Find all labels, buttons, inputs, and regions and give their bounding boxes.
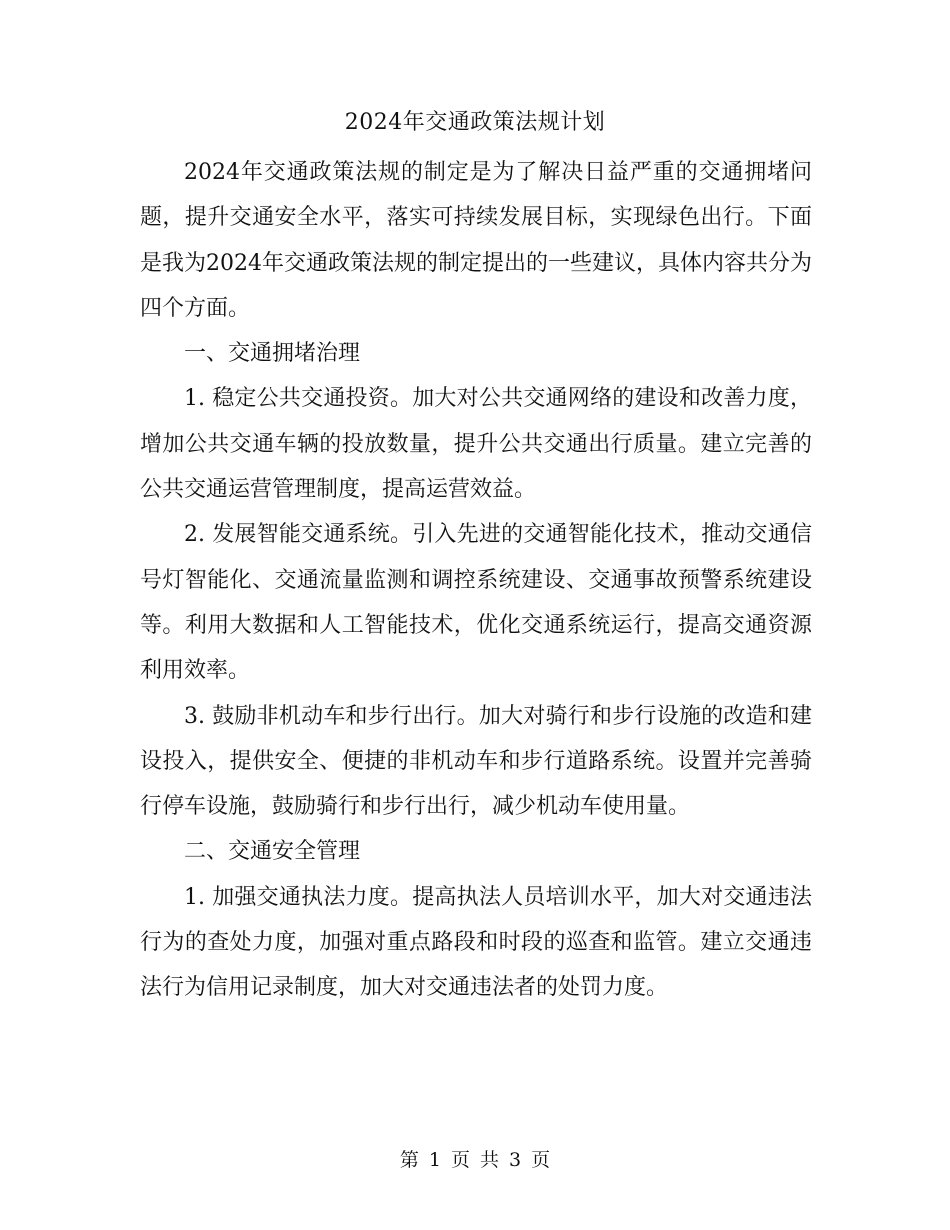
paragraph-enforcement: 1. 加强交通执法力度。提高执法人员培训水平，加大对交通违法行为的查处力度，加强对重点路段和时段的巡查和监管。建立交通违法行为信用记录制度，加大对交通违法者的处罚力度。 xyxy=(140,884,812,1001)
section-heading-congestion: 一、交通拥堵治理 xyxy=(184,341,361,367)
paragraph-public-transport: 1. 稳定公共交通投资。加大对公共交通网络的建设和改善力度，增加公共交通车辆的投放数量，提升公共交通出行质量。建立完善的公共交通运营管理制度，提高运营效益。 xyxy=(140,386,812,503)
intro-paragraph: 2024年交通政策法规的制定是为了解决日益严重的交通拥堵问题，提升交通安全水平，落实可持续发展目标，实现绿色出行。下面是我为2024年交通政策法规的制定提出的一些建议，具体内容共分为四个方面。 xyxy=(140,160,812,321)
paragraph-non-motorized: 3. 鼓励非机动车和步行出行。加大对骑行和步行设施的改造和建设投入，提供安全、便捷的非机动车和步行道路系统。设置并完善骑行停车设施，鼓励骑行和步行出行，减少机动车使用量。 xyxy=(140,703,812,820)
page-footer: 第 1 页 共 3 页 xyxy=(399,1149,551,1171)
paragraph-smart-transport: 2. 发展智能交通系统。引入先进的交通智能化技术，推动交通信号灯智能化、交通流量监测和调控系统建设、交通事故预警系统建设等。利用大数据和人工智能技术，优化交通系统运行，提高交通资源利用效率。 xyxy=(140,522,812,684)
section-heading-safety: 二、交通安全管理 xyxy=(184,839,361,865)
document-body xyxy=(140,150,812,1011)
document-title: 2024年交通政策法规计划 xyxy=(344,110,606,135)
